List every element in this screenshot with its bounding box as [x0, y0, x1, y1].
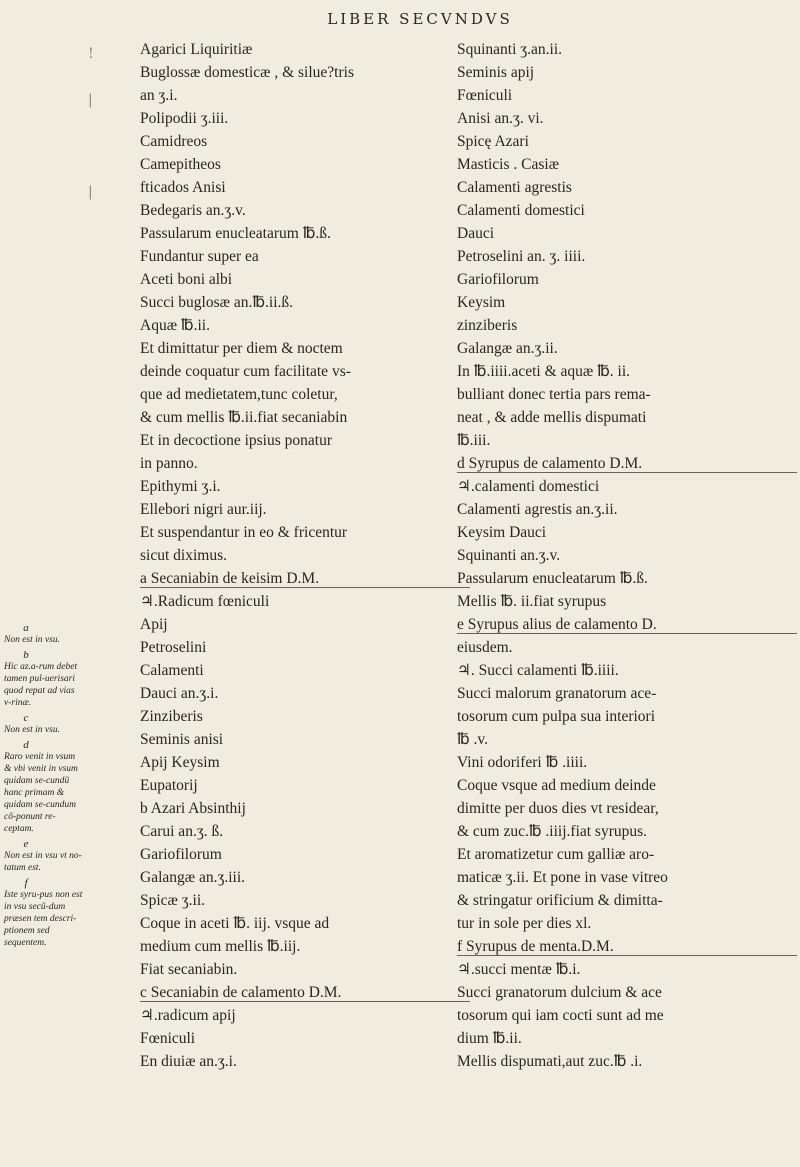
text-line: sicut diximus. [140, 547, 227, 564]
text-line: En diuiæ an.ʒ.i. [140, 1053, 237, 1070]
text-line: Polipodii ʒ.iii. [140, 110, 229, 127]
margin-note-text: Non est in vsu. [4, 725, 60, 735]
text-line: Dauci [457, 225, 495, 242]
margin-note-letter: e [23, 838, 29, 850]
text-line: c Secaniabin de calamento D.M. [140, 984, 342, 1001]
text-line: f Syrupus de menta.D.M. [457, 938, 614, 955]
text-line: neat , & adde mellis dispumati [457, 409, 647, 426]
text-line: Apij Keysim [140, 754, 220, 771]
text-line: Ellebori nigri aur.iij. [140, 501, 267, 518]
margin-tick: ! [88, 46, 94, 62]
margin-note [4, 877, 84, 949]
text-line: ℔ .v. [457, 731, 489, 748]
text-line: Anisi an.ʒ. vi. [457, 110, 544, 127]
left-column [140, 38, 470, 1073]
text-line: ♃.calamenti domestici [457, 478, 600, 495]
text-line: Carui an.ʒ. ß. [140, 823, 224, 840]
text-line: Et suspendantur in eo & fricentur [140, 524, 348, 541]
text-line: Coque in aceti ℔. iij. vsque ad [140, 915, 330, 932]
text-line: tosorum qui iam cocti sunt ad me [457, 1007, 664, 1024]
text-line: & cum mellis ℔.ii.fiat secaniabin [140, 409, 348, 426]
text-line: Keysim Dauci [457, 524, 547, 541]
text-line: in panno. [140, 455, 198, 472]
text-line: Spicę Azari [457, 133, 529, 150]
text-line: Fundantur super ea [140, 248, 259, 265]
text-line: Passularum enucleatarum ℔.ß. [457, 570, 648, 587]
text-line: a Secaniabin de keisim D.M. [140, 570, 320, 587]
text-line: Coque vsque ad medium deinde [457, 777, 656, 794]
text-line: Mellis dispumati,aut zuc.℔ .i. [457, 1053, 643, 1070]
margin-tick: | [88, 184, 93, 200]
text-line: Fiat secaniabin. [140, 961, 238, 978]
text-line: Camidreos [140, 133, 208, 150]
text-line: Apij [140, 616, 168, 633]
margin-note [4, 649, 84, 709]
text-line: b Azari Absinthij [140, 800, 246, 817]
text-line: Keysim [457, 294, 506, 311]
text-line: ♃.succi mentæ ℔.i. [457, 961, 581, 978]
text-line: Calamenti agrestis an.ʒ.ii. [457, 501, 618, 518]
text-line: & cum zuc.℔ .iiij.fiat syrupus. [457, 823, 648, 840]
margin-note [4, 739, 84, 835]
margin-note-letter: d [23, 739, 29, 751]
margin-note-text: Hic az.a-rum debet tamen pul-uerisari quod repat ad vias v-rinæ. [4, 662, 78, 708]
text-line: tur in sole per dies xl. [457, 915, 592, 932]
margin-note-text: Iste syru-pus non est in vsu secũ-dum præsen tem descri-ptionem sed sequentem. [4, 890, 83, 948]
margin-note [4, 838, 84, 874]
text-line: Petroselini [140, 639, 207, 656]
text-line: ♃.Radicum fœniculi [140, 593, 270, 610]
text-line: Spicæ ʒ.ii. [140, 892, 206, 909]
text-line: medium cum mellis ℔.iij. [140, 938, 301, 955]
text-line: Aquæ ℔.ii. [140, 317, 210, 334]
text-line: Galangæ an.ʒ.iii. [140, 869, 246, 886]
text-line: Calamenti domestici [457, 202, 585, 219]
text-line: Calamenti agrestis [457, 179, 572, 196]
text-line: Fœniculi [140, 1030, 196, 1047]
text-line: Gariofilorum [457, 271, 539, 288]
text-line: Aceti boni albi [140, 271, 233, 288]
text-line: Galangæ an.ʒ.ii. [457, 340, 558, 357]
margin-notes [4, 622, 84, 952]
text-line: Calamenti [140, 662, 204, 679]
text-line: Succi malorum granatorum ace- [457, 685, 657, 702]
text-line: an ʒ.i. [140, 87, 178, 104]
margin-note-letter: f [24, 877, 28, 889]
text-line: deinde coquatur cum facilitate vs- [140, 363, 351, 380]
text-line: eiusdem. [457, 639, 513, 656]
text-line: Passularum enucleatarum ℔.ß. [140, 225, 331, 242]
text-line: Squinanti ʒ.an.ii. [457, 41, 563, 58]
text-line: Epithymi ʒ.i. [140, 478, 221, 495]
text-line: Seminis anisi [140, 731, 224, 748]
margin-note-letter: a [23, 622, 29, 634]
text-line: Buglossæ domesticæ , & silue?tris [140, 64, 354, 81]
margin-note-letter: b [23, 649, 29, 661]
text-line: que ad medietatem,tunc coletur, [140, 386, 338, 403]
text-line: ♃.radicum apij [140, 1007, 236, 1024]
margin-note-letter: c [23, 712, 29, 724]
text-line: dium ℔.ii. [457, 1030, 522, 1047]
text-line: Fœniculi [457, 87, 513, 104]
text-line: zinziberis [457, 317, 518, 334]
text-line: In ℔.iiii.aceti & aquæ ℔. ii. [457, 363, 631, 380]
margin-note-text: Non est in vsu vt no-tatum est. [4, 851, 82, 873]
text-line: Et aromatizetur cum galliæ aro- [457, 846, 655, 863]
margin-note [4, 622, 84, 646]
margin-note [4, 712, 84, 736]
text-line: Gariofilorum [140, 846, 222, 863]
text-line: Dauci an.ʒ.i. [140, 685, 219, 702]
margin-tick: | [88, 92, 93, 108]
text-line: Succi buglosæ an.℔.ii.ß. [140, 294, 294, 311]
text-line: Bedegaris an.ʒ.v. [140, 202, 246, 219]
running-head: LIBER SECVNDVS [327, 10, 513, 28]
text-line: Eupatorij [140, 777, 198, 794]
text-line: ℔.iii. [457, 432, 491, 449]
text-line: maticæ ʒ.ii. Et pone in vase vitreo [457, 869, 668, 886]
text-line: & stringatur orificium & dimitta- [457, 892, 663, 909]
text-line: Petroselini an. ʒ. iiii. [457, 248, 586, 265]
text-line: Vini odoriferi ℔ .iiii. [457, 754, 588, 771]
text-line: Agarici Liquiritiæ [140, 41, 253, 58]
text-line: Et in decoctione ipsius ponatur [140, 432, 332, 449]
text-line: d Syrupus de calamento D.M. [457, 455, 643, 472]
right-column [457, 38, 797, 1073]
text-line: dimitte per duos dies vt residear, [457, 800, 659, 817]
margin-note-text: Non est in vsu. [4, 635, 60, 645]
text-line: bulliant donec tertia pars rema- [457, 386, 651, 403]
text-line: ♃. Succi calamenti ℔.iiii. [457, 662, 619, 679]
text-line: Et dimittatur per diem & noctem [140, 340, 343, 357]
text-line: fticados Anisi [140, 179, 226, 196]
text-line: Succi granatorum dulcium & ace [457, 984, 662, 1001]
text-line: e Syrupus alius de calamento D. [457, 616, 657, 633]
text-line: Zinziberis [140, 708, 203, 725]
margin-note-text: Raro venit in vsum & vbi venit in vsum quidam se-cundũ hanc primam & quidam se-cundum cõ-ponunt re-ceptam. [4, 752, 78, 834]
text-line: Squinanti an.ʒ.v. [457, 547, 561, 564]
text-line: Mellis ℔. ii.fiat syrupus [457, 593, 607, 610]
text-line: Camepitheos [140, 156, 221, 173]
text-line: tosorum cum pulpa sua interiori [457, 708, 656, 725]
text-line: Seminis apij [457, 64, 535, 81]
text-line: Masticis . Casiæ [457, 156, 560, 173]
